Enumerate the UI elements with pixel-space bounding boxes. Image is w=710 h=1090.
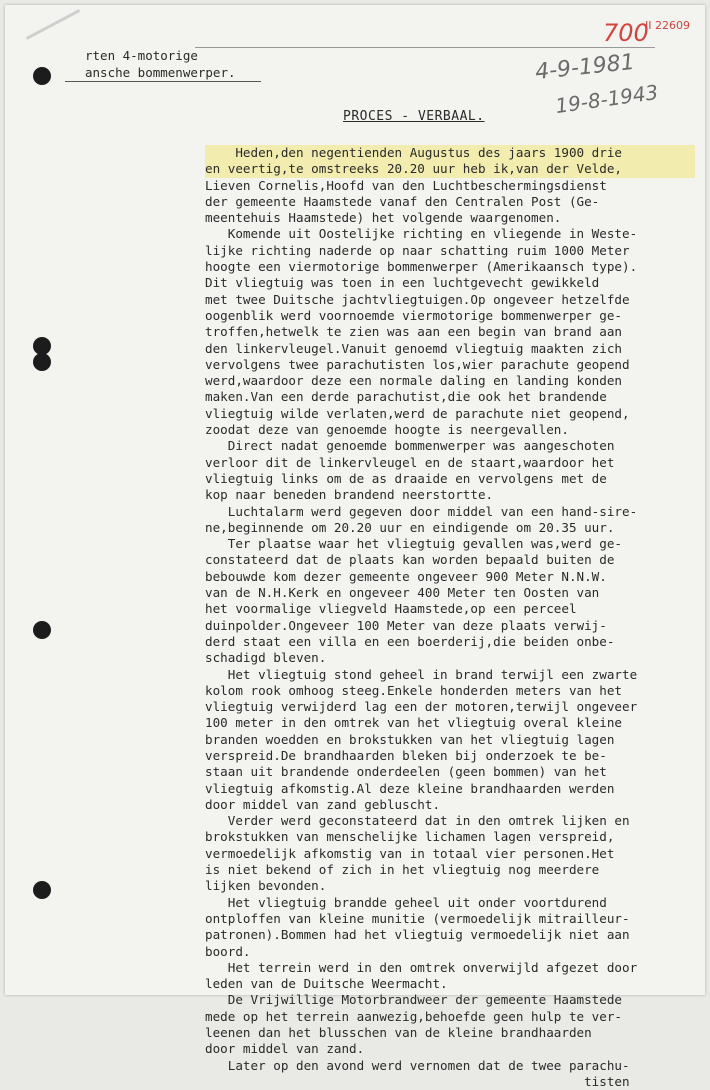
body-line: Het vliegtuig brandde geheel uit onder voortdurend <box>205 894 607 910</box>
body-line: staan uit brandende onderdeelen (geen bommen) van het <box>205 764 607 780</box>
document-page <box>5 5 705 1089</box>
body-line: duinpolder.Ongeveer 100 Meter van deze plaats verwij- <box>205 617 607 633</box>
body-line: boord. <box>205 943 251 959</box>
body-line: kop naar beneden brandend neerstortte. <box>205 487 494 503</box>
body-line: hoogte een viermotorige bommenwerper (Amerikaansch type). <box>205 259 638 275</box>
body-line: meentehuis Haamstede) het volgende waargenomen. <box>205 210 562 226</box>
body-line: vliegtuig verwijderd lag een der motoren,terwijl ongeveer <box>205 699 638 715</box>
body-line: en veertig,te omstreeks 20.20 uur heb ik,van der Velde, <box>205 161 695 177</box>
red-archive-code: II 22609 <box>645 19 690 32</box>
body-line: De Vrijwillige Motorbrandweer der gemeente Haamstede <box>205 992 623 1008</box>
body-line: vermoedelijk afkomstig van in totaal vier personen.Het <box>205 845 615 861</box>
body-line: Lieven Cornelis,Hoofd van den Luchtbeschermingsdienst <box>205 177 607 193</box>
header-line-1: rten 4-motorige <box>85 48 198 63</box>
body-line: met twee Duitsche jachtvliegtuigen.Op ongeveer hetzelfde <box>205 291 630 307</box>
body-line: Het vliegtuig stond geheel in brand terwijl een zwarte <box>205 666 638 682</box>
body-line: oogenblik werd voornoemde viermotorige bommenwerper ge- <box>205 307 623 323</box>
header-line-2: ansche bommenwerper. <box>85 65 236 80</box>
body-line: werd,waardoor deze een normale daling en landing konden <box>205 373 623 389</box>
punch-hole-1 <box>33 67 51 85</box>
pencil-date-1: 4-9-1981 <box>533 49 636 86</box>
body-line: Komende uit Oostelijke richting en vliegende in Weste- <box>205 226 638 242</box>
body-line: door middel van zand. <box>205 1041 365 1057</box>
header-subject <box>85 47 236 81</box>
body-line: Dit vliegtuig was toen in een luchtgevecht gewikkeld <box>205 275 600 291</box>
body-line: vervolgens twee parachutisten los,wier parachute geopend <box>205 356 630 372</box>
body-line: troffen,hetwelk te zien was aan een begin van brand aan <box>205 324 623 340</box>
body-line: ne,beginnende om 20.20 uur en eindigende om 20.35 uur. <box>205 519 615 535</box>
punch-hole-5 <box>33 881 51 899</box>
body-line: leden van de Duitsche Weermacht. <box>205 976 448 992</box>
paper-fold-mark <box>26 9 80 40</box>
body-line: constateerd dat de plaats kan worden bepaald buiten de <box>205 552 615 568</box>
body-line: van de N.H.Kerk en ongeveer 400 Meter ten Oosten van <box>205 585 600 601</box>
body-line: verloor dit de linkervleugel en de staart,waardoor het <box>205 454 615 470</box>
body-line: derd staat een villa en een boerderij,die beiden onbe- <box>205 633 615 649</box>
body-line: den linkervleugel.Vanuit genoemd vliegtuig maakten zich <box>205 340 623 356</box>
body-line: het voormalige vliegveld Haamstede,op een perceel <box>205 601 577 617</box>
punch-hole-3 <box>33 353 51 371</box>
body-line: vliegtuig wilde verlaten,werd de parachute niet geopend, <box>205 405 630 421</box>
body-line: door middel van zand gebluscht. <box>205 796 441 812</box>
pencil-date-2: 19-8-1943 <box>553 79 660 119</box>
body-line: vliegtuig links om de as draaide en vervolgens met de <box>205 470 607 486</box>
body-line: ontploffen van kleine munitie (vermoedelijk mitrailleur- <box>205 910 630 926</box>
body-line: is niet bekend of zich in het vliegtuig nog meerdere <box>205 862 600 878</box>
body-line: zoodat deze van genoemde hoogte is neergevallen. <box>205 422 569 438</box>
body-line: tisten <box>205 1073 630 1089</box>
body-line: bebouwde kom dezer gemeente ongeveer 900 Meter N.N.W. <box>205 568 607 584</box>
body-line: Ter plaatse waar het vliegtuig gevallen was,werd ge- <box>205 536 623 552</box>
document-body <box>205 145 695 1090</box>
body-line: schadigd bleven. <box>205 650 327 666</box>
body-line: Luchtalarm werd gegeven door middel van een hand-sire- <box>205 503 638 519</box>
body-line: patronen).Bommen had het vliegtuig vermoedelijk niet aan <box>205 927 630 943</box>
body-line: kolom rook omhoog steeg.Enkele honderden meters van het <box>205 682 623 698</box>
body-line: leenen dan het blusschen van de kleine brandhaarden <box>205 1025 592 1041</box>
header-underline <box>65 81 261 82</box>
body-line: mede op het terrein aanwezig,behoefde geen hulp te ver- <box>205 1008 623 1024</box>
body-line: brokstukken van menschelijke lichamen lagen verspreid, <box>205 829 615 845</box>
body-line: Direct nadat genoemde bommenwerper was aangeschoten <box>205 438 615 454</box>
body-line: Verder werd geconstateerd dat in den omtrek lijken en <box>205 813 630 829</box>
body-line: lijke richting naderde op naar schatting ruim 1000 Meter <box>205 242 630 258</box>
body-line: 100 meter in den omtrek van het vliegtuig overal kleine <box>205 715 623 731</box>
body-line: vliegtuig afkomstig.Al deze kleine brandhaarden werden <box>205 780 615 796</box>
punch-hole-4 <box>33 621 51 639</box>
body-line: verspreid.De brandhaarden bleken bij onderzoek te be- <box>205 747 607 763</box>
body-line: Later op den avond werd vernomen dat de twee parachu- <box>205 1057 630 1073</box>
body-line: der gemeente Haamstede vanaf den Centralen Post (Ge- <box>205 193 600 209</box>
body-line: Het terrein werd in den omtrek onverwijld afgezet door <box>205 959 638 975</box>
body-line: Heden,den negentienden Augustus des jaars 1900 drie <box>205 145 695 161</box>
top-rule <box>195 47 655 48</box>
body-line: branden woedden en brokstukken van het vliegtuig lagen <box>205 731 615 747</box>
document-title: PROCES - VERBAAL. <box>343 109 485 124</box>
body-line: maken.Van een derde parachutist,die ook het brandende <box>205 389 607 405</box>
body-line: lijken bevonden. <box>205 878 327 894</box>
red-archive-number: 700 <box>603 19 649 47</box>
